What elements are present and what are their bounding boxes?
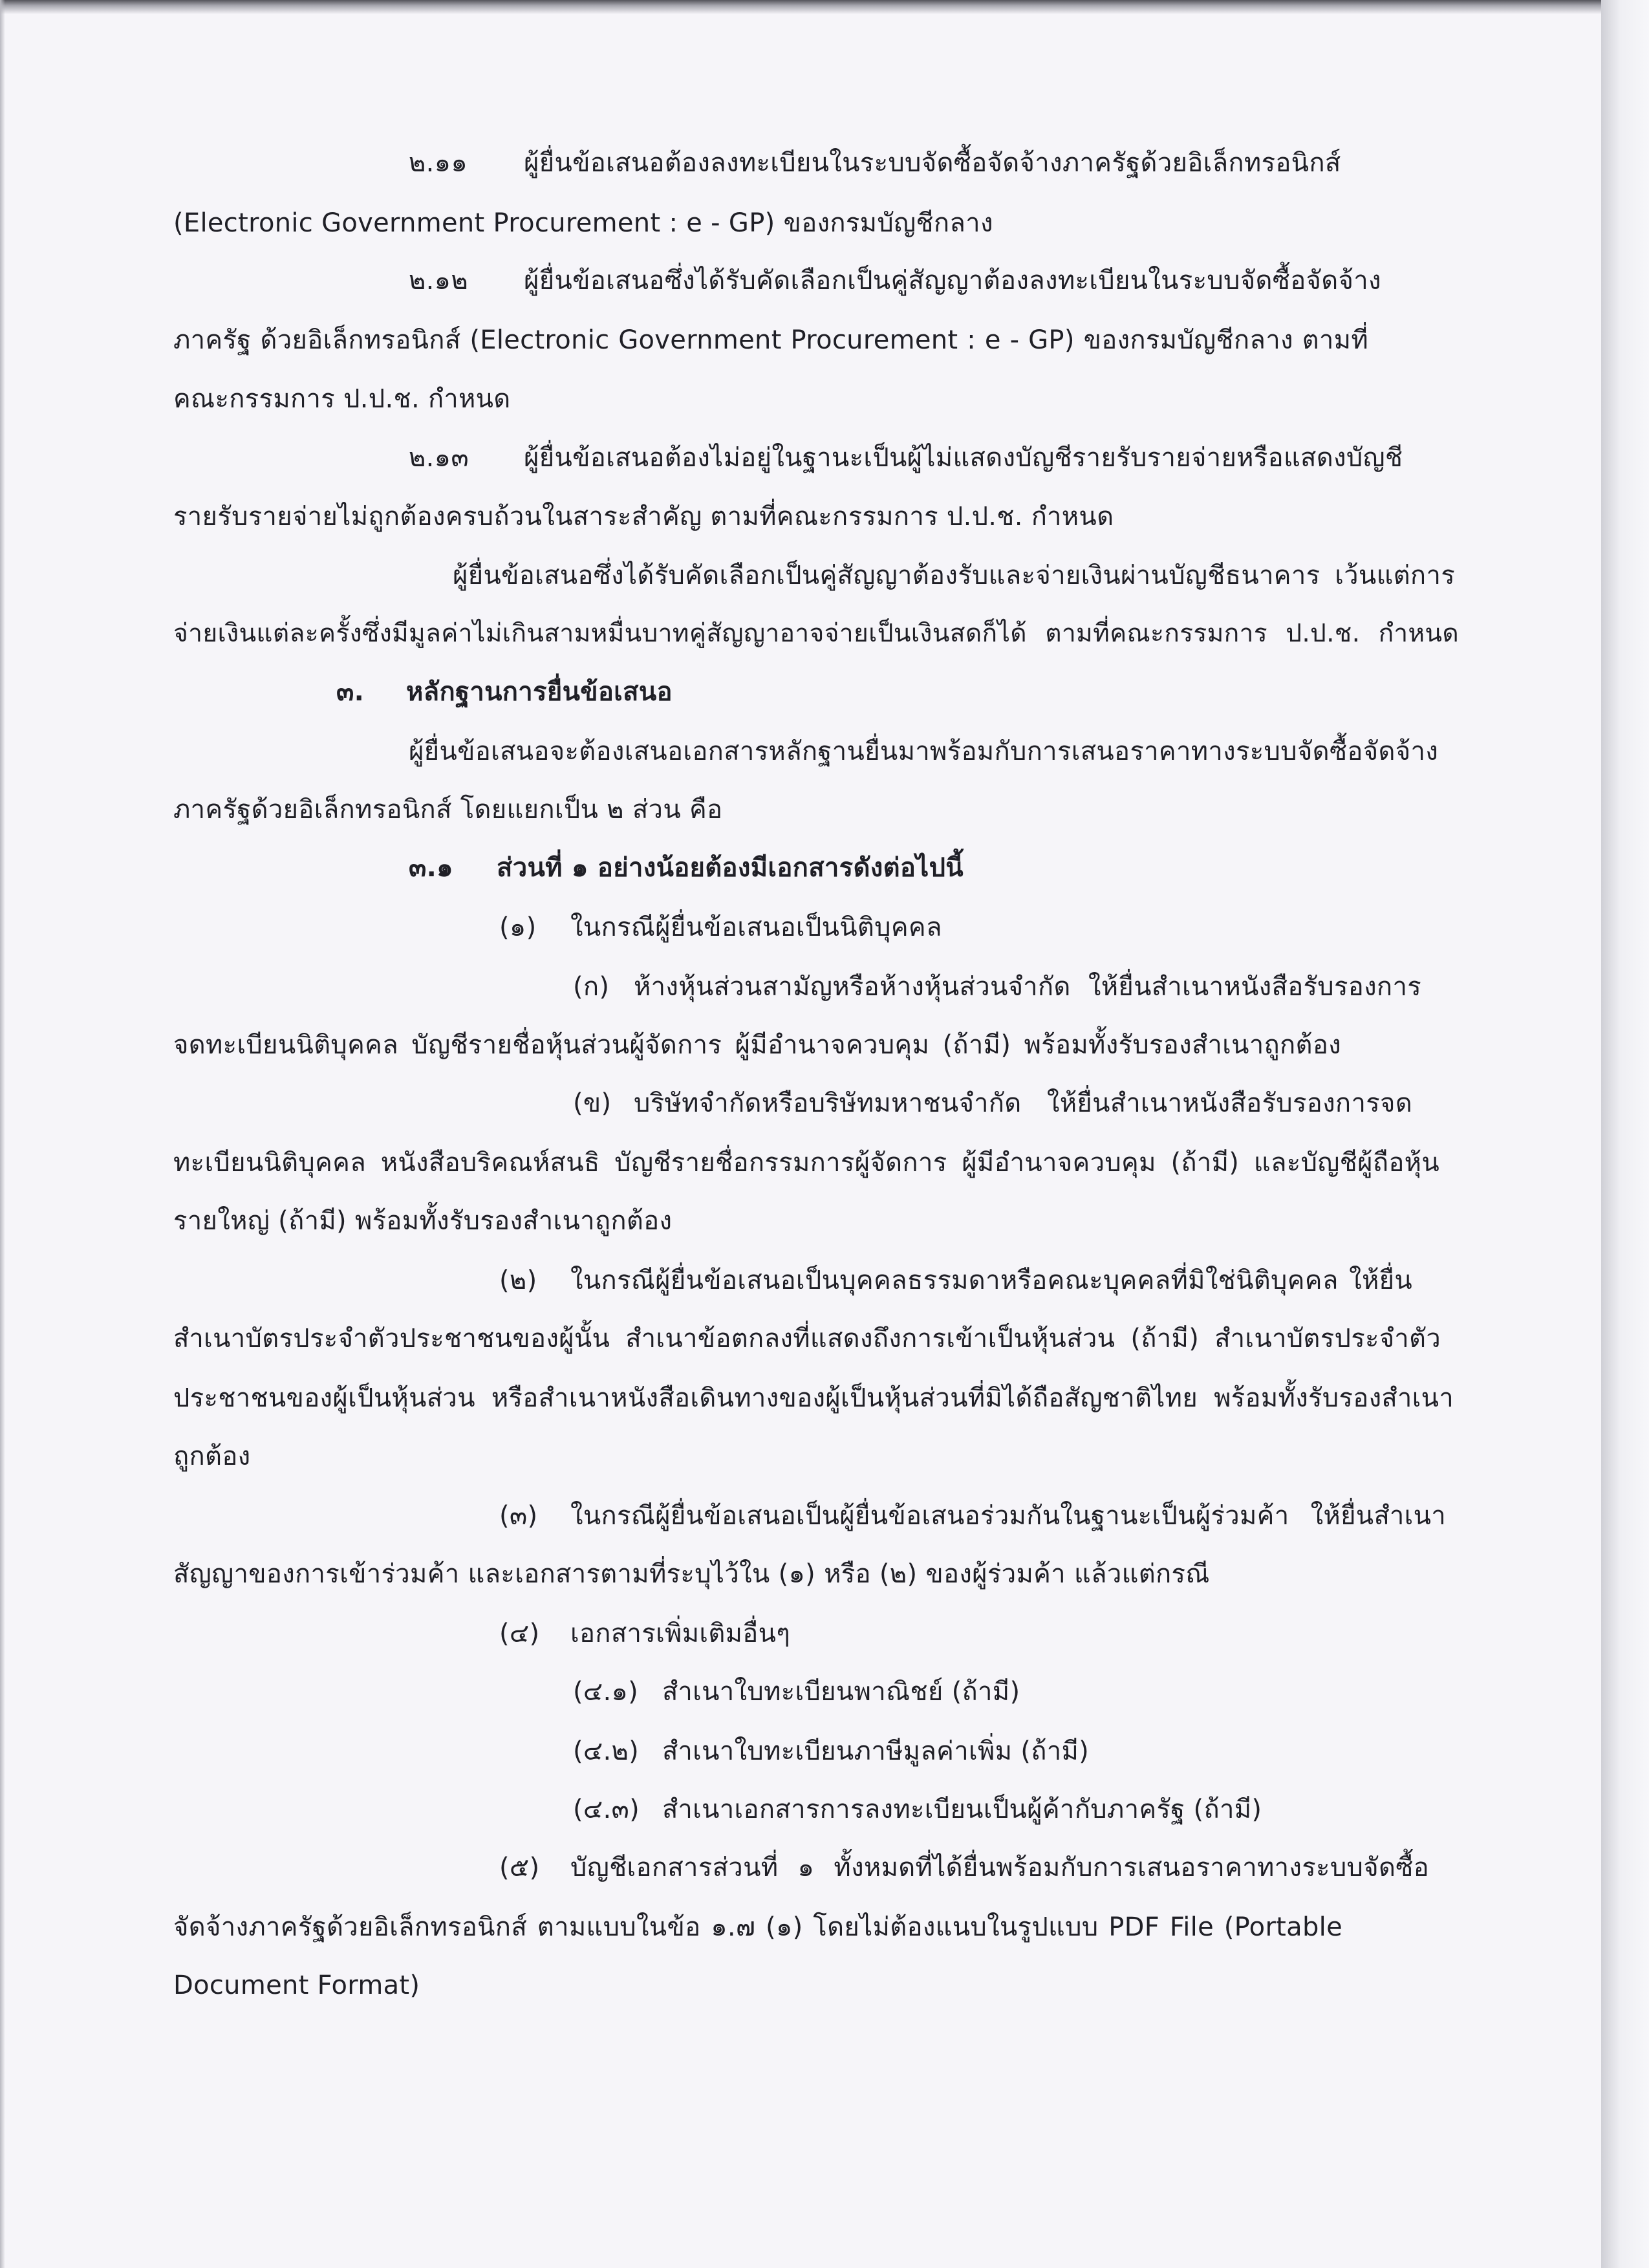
paragraph-line: สำเนาใบทะเบียนพาณิชย์ (ถ้ามี) — [662, 1677, 1020, 1707]
paragraph-line: จ่ายเงินแต่ละครั้งซึ่งมีมูลค่าไม่เกินสามหมื่นบาทคู่สัญญาอาจจ่ายเป็นเงินสดก็ได้ ตามที่คณะกรรมการ ป.ป.ช. กำหนด — [173, 619, 1459, 648]
paragraph-line: ห้างหุ้นส่วนสามัญหรือห้างหุ้นส่วนจำกัด ให้ยื่นสำเนาหนังสือรับรองการ — [634, 972, 1421, 1002]
item-number: (๕) — [499, 1853, 540, 1883]
paragraph-line: (Electronic Government Procurement : e - GP) ของกรมบัญชีกลาง — [173, 208, 993, 238]
item-number: ๒.๑๑ — [409, 148, 468, 178]
paragraph-line: ในกรณีผู้ยื่นข้อเสนอเป็นบุคคลธรรมดาหรือคณะบุคคลที่มิใช่นิติบุคคล ให้ยื่น — [570, 1266, 1412, 1295]
paragraph-line: เอกสารเพิ่มเติมอื่นๆ — [570, 1619, 791, 1648]
item-number: (๔.๓) — [573, 1795, 640, 1824]
paragraph-line: บริษัทจำกัดหรือบริษัทมหาชนจำกัด ให้ยื่นสำเนาหนังสือรับรองการจด — [634, 1088, 1412, 1118]
item-number: (ข) — [573, 1088, 612, 1118]
paragraph-line: รายรับรายจ่ายไม่ถูกต้องครบถ้วนในสาระสำคัญ ตามที่คณะกรรมการ ป.ป.ช. กำหนด — [173, 502, 1114, 532]
paragraph-line: ภาครัฐ ด้วยอิเล็กทรอนิกส์ (Electronic Government Procurement : e - GP) ของกรมบัญชีกลาง ตามที่ — [173, 325, 1368, 355]
section-title: ส่วนที่ ๑ อย่างน้อยต้องมีเอกสารดังต่อไปนี้ — [497, 853, 964, 883]
paragraph-line: จัดจ้างภาครัฐด้วยอิเล็กทรอนิกส์ ตามแบบในข้อ ๑.๗ (๑) โดยไม่ต้องแนบในรูปแบบ PDF File (Portable — [173, 1912, 1342, 1942]
item-number: (ก) — [573, 972, 610, 1002]
paragraph-line: ทะเบียนนิติบุคคล หนังสือบริคณห์สนธิ บัญชีรายชื่อกรรมการผู้จัดการ ผู้มีอำนาจควบคุม (ถ้ามี) และบัญชีผู้ถือหุ้น — [173, 1148, 1439, 1178]
paragraph-line: ผู้ยื่นข้อเสนอจะต้องเสนอเอกสารหลักฐานยื่นมาพร้อมกับการเสนอราคาทางระบบจัดซื้อจัดจ้าง — [409, 737, 1439, 766]
item-number: (๒) — [499, 1266, 537, 1295]
scan-page-edge — [1601, 0, 1649, 2268]
paragraph-line: จดทะเบียนนิติบุคคล บัญชีรายชื่อหุ้นส่วนผู้จัดการ ผู้มีอำนาจควบคุม (ถ้ามี) พร้อมทั้งรับรองสำเนาถูกต้อง — [173, 1030, 1341, 1060]
section-number: ๓.๑ — [409, 853, 453, 883]
paragraph-line: คณะกรรมการ ป.ป.ช. กำหนด — [173, 384, 511, 414]
paragraph-line: บัญชีเอกสารส่วนที่ ๑ ทั้งหมดที่ได้ยื่นพร้อมกับการเสนอราคาทางระบบจัดซื้อ — [570, 1853, 1429, 1883]
paragraph-line: Document Format) — [173, 1971, 420, 2000]
paragraph-line: ในกรณีผู้ยื่นข้อเสนอเป็นผู้ยื่นข้อเสนอร่วมกันในฐานะเป็นผู้ร่วมค้า ให้ยื่นสำเนา — [570, 1501, 1446, 1531]
item-number: ๒.๑๓ — [409, 443, 469, 473]
paragraph-line: ผู้ยื่นข้อเสนอต้องลงทะเบียนในระบบจัดซื้อจัดจ้างภาครัฐด้วยอิเล็กทรอนิกส์ — [524, 148, 1341, 178]
paragraph-line: สำเนาเอกสารการลงทะเบียนเป็นผู้ค้ากับภาครัฐ (ถ้ามี) — [662, 1795, 1262, 1824]
paragraph-line: รายใหญ่ (ถ้ามี) พร้อมทั้งรับรองสำเนาถูกต้อง — [173, 1206, 673, 1236]
paragraph-line: ผู้ยื่นข้อเสนอซึ่งได้รับคัดเลือกเป็นคู่สัญญาต้องรับและจ่ายเงินผ่านบัญชีธนาคาร เว้นแต่การ — [453, 561, 1455, 590]
paragraph-line: สำเนาบัตรประจำตัวประชาชนของผู้นั้น สำเนาข้อตกลงที่แสดงถึงการเข้าเป็นหุ้นส่วน (ถ้ามี) สำเนาบัตรประจำตัว — [173, 1324, 1441, 1354]
section-number: ๓. — [336, 677, 365, 707]
paragraph-line: ผู้ยื่นข้อเสนอซึ่งได้รับคัดเลือกเป็นคู่สัญญาต้องลงทะเบียนในระบบจัดซื้อจัดจ้าง — [524, 266, 1381, 296]
paragraph-line: ประชาชนของผู้เป็นหุ้นส่วน หรือสำเนาหนังสือเดินทางของผู้เป็นหุ้นส่วนที่มิได้ถือสัญชาติไทย พร้อมทั้งรับรองสำเนา — [173, 1383, 1454, 1413]
item-number: ๒.๑๒ — [409, 266, 469, 296]
paragraph-line: ถูกต้อง — [173, 1442, 251, 1471]
item-number: (๓) — [499, 1501, 538, 1531]
item-number: (๔.๒) — [573, 1736, 640, 1766]
paragraph-line: สัญญาของการเข้าร่วมค้า และเอกสารตามที่ระบุไว้ใน (๑) หรือ (๒) ของผู้ร่วมค้า แล้วแต่กรณี — [173, 1559, 1210, 1589]
item-number: (๔) — [499, 1619, 540, 1648]
scan-left-shadow — [0, 0, 5, 2268]
section-title: หลักฐานการยื่นข้อเสนอ — [406, 677, 673, 707]
item-number: (๑) — [499, 913, 537, 942]
paragraph-line: ผู้ยื่นข้อเสนอต้องไม่อยู่ในฐานะเป็นผู้ไม่แสดงบัญชีรายรับรายจ่ายหรือแสดงบัญชี — [524, 443, 1403, 473]
paragraph-line: ในกรณีผู้ยื่นข้อเสนอเป็นนิติบุคคล — [570, 913, 942, 942]
item-number: (๔.๑) — [573, 1677, 639, 1707]
scan-top-shadow — [0, 0, 1601, 14]
paragraph-line: ภาครัฐด้วยอิเล็กทรอนิกส์ โดยแยกเป็น ๒ ส่วน คือ — [173, 795, 723, 825]
paragraph-line: สำเนาใบทะเบียนภาษีมูลค่าเพิ่ม (ถ้ามี) — [662, 1736, 1090, 1766]
